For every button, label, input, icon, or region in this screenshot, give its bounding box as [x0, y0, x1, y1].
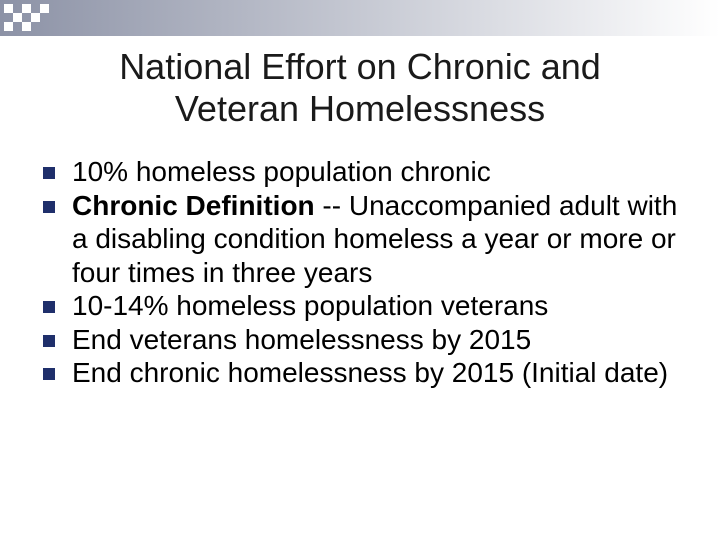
- bullet-item: [40, 189, 690, 290]
- bullet-item: [40, 323, 690, 357]
- slide-title: [40, 46, 680, 130]
- square-bullet-icon: [43, 201, 55, 213]
- decor-square: [22, 22, 31, 31]
- decor-square: [13, 13, 22, 22]
- slide-title-line-1: National Effort on Chronic and: [119, 46, 601, 87]
- decor-square: [4, 22, 13, 31]
- decor-square: [22, 4, 31, 13]
- decor-square: [4, 4, 13, 13]
- decor-square: [40, 4, 49, 13]
- square-bullet-icon: [43, 335, 55, 347]
- bullet-text: 10-14% homeless population veterans: [72, 290, 549, 321]
- square-bullet-icon: [43, 301, 55, 313]
- bullet-text: End veterans homelessness by 2015: [72, 323, 532, 355]
- bullet-text: -- Unaccompanied adult with a disabling condition homeless a year or more or four times in three years: [72, 189, 678, 288]
- bullet-item: [40, 289, 690, 323]
- square-bullet-icon: [43, 167, 55, 179]
- square-bullet-icon: [43, 368, 55, 380]
- bullet-text: 10% homeless population chronic: [72, 156, 491, 187]
- bullet-item: [40, 356, 690, 390]
- bullet-bold-term: Chronic Definition: [72, 189, 315, 221]
- header-decoration-bar: [0, 0, 720, 36]
- bullet-text: End chronic homelessness by 2015 (Initial date): [72, 357, 669, 388]
- decor-square: [31, 13, 40, 22]
- slide-title-line-2: Veteran Homelessness: [174, 88, 546, 129]
- bullet-list: [40, 155, 690, 390]
- bullet-item: [40, 155, 690, 189]
